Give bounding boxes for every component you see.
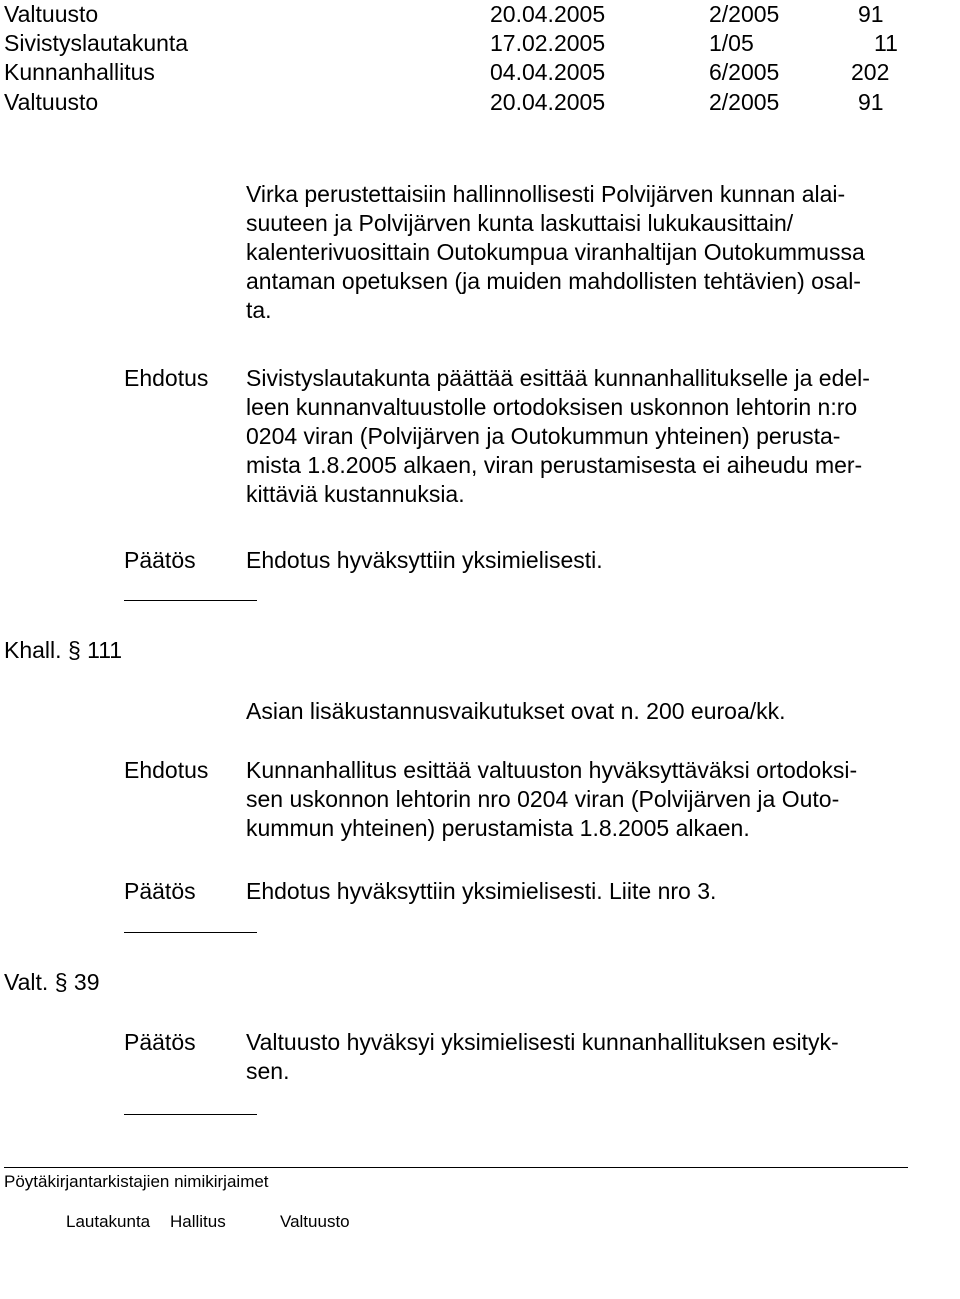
header-date: 20.04.2005 [490, 1, 606, 27]
intro-line: suuteen ja Polvijärven kunta laskuttaisi lukukausittain/ [246, 210, 794, 236]
header-date: 04.04.2005 [490, 59, 606, 85]
valt-section-heading [4, 968, 100, 997]
header-body: Kunnanhallitus [4, 59, 155, 85]
valt-paatos-label: Päätös [124, 1029, 196, 1055]
sivistys-ehdotus-label: Ehdotus [124, 365, 209, 391]
valt-paatos-line: Valtuusto hyväksyi yksimielisesti kunnanhallituksen esityk- [246, 1029, 839, 1055]
header-ref: 2/2005 [709, 89, 780, 115]
khall-ehdotus-line: Kunnanhallitus esittää valtuuston hyväksyttäväksi ortodoksi- [246, 757, 858, 783]
sivistys-ehdotus-text [246, 364, 960, 509]
header-page: 11 [874, 30, 898, 56]
intro-line: Virka perustettaisiin hallinnollisesti Polvijärven kunnan alai- [246, 181, 846, 207]
valt-section-label: Valt. [4, 969, 49, 995]
footer-column-hallitus: Hallitus [170, 1212, 226, 1231]
header-date: 20.04.2005 [490, 89, 606, 115]
footer-divider [4, 1167, 908, 1168]
section-sign: § [67, 637, 81, 663]
signature-rule [124, 1114, 257, 1115]
intro-line: antaman opetuksen (ja muiden mahdollisten tehtävien) osal- [246, 268, 861, 294]
header-ref: 1/05 [709, 30, 754, 56]
intro-line: kalenterivuosittain Outokumpua viranhaltijan Outokummussa [246, 239, 865, 265]
header-body: Valtuusto [4, 1, 99, 27]
sivistys-ehdotus-line: leen kunnanvaltuustolle ortodoksisen uskonnon lehtorin n:ro [246, 394, 858, 420]
khall-paatos-label: Päätös [124, 878, 196, 904]
footer-column-valtuusto: Valtuusto [280, 1212, 350, 1231]
header-date: 17.02.2005 [490, 30, 606, 56]
khall-paatos-text: Ehdotus hyväksyttiin yksimielisesti. Liite nro 3. [246, 878, 717, 904]
signature-rule [124, 600, 257, 601]
khall-ehdotus-line: kummun yhteinen) perustamista 1.8.2005 alkaen. [246, 815, 750, 841]
sivistys-paatos-label: Päätös [124, 547, 196, 573]
khall-section-heading [4, 636, 122, 665]
sivistys-ehdotus-line: mista 1.8.2005 alkaen, viran perustamisesta ei aiheudu mer- [246, 452, 863, 478]
sivistys-ehdotus-line: 0204 viran (Polvijärven ja Outokummun yhteinen) perusta- [246, 423, 841, 449]
section-sign: § [54, 969, 68, 995]
header-page: 202 [851, 59, 890, 85]
valt-section-number: 39 [73, 969, 100, 995]
intro-line: ta. [246, 297, 272, 323]
valt-paatos-text [246, 1028, 960, 1086]
header-ref: 2/2005 [709, 1, 780, 27]
signature-rule [124, 932, 257, 933]
sivistys-ehdotus-line: Sivistyslautakunta päättää esittää kunnanhallitukselle ja edel- [246, 365, 870, 391]
header-ref: 6/2005 [709, 59, 780, 85]
khall-ehdotus-line: sen uskonnon lehtorin nro 0204 viran (Polvijärven ja Outo- [246, 786, 840, 812]
khall-ehdotus-text [246, 756, 960, 843]
header-page: 91 [858, 89, 884, 115]
khall-cost-note: Asian lisäkustannusvaikutukset ovat n. 200 euroa/kk. [246, 698, 786, 724]
header-body: Valtuusto [4, 89, 99, 115]
intro-paragraph [246, 180, 960, 325]
khall-section-number: 111 [87, 637, 123, 663]
header-body: Sivistyslautakunta [4, 30, 189, 56]
footer-column-lautakunta: Lautakunta [66, 1212, 151, 1231]
footer-title: Pöytäkirjantarkistajien nimikirjaimet [4, 1172, 269, 1191]
sivistys-paatos-text: Ehdotus hyväksyttiin yksimielisesti. [246, 547, 603, 573]
header-page: 91 [858, 1, 884, 27]
sivistys-ehdotus-line: kittäviä kustannuksia. [246, 481, 465, 507]
valt-paatos-line: sen. [246, 1058, 290, 1084]
khall-section-label: Khall. [4, 637, 62, 663]
khall-ehdotus-label: Ehdotus [124, 757, 209, 783]
